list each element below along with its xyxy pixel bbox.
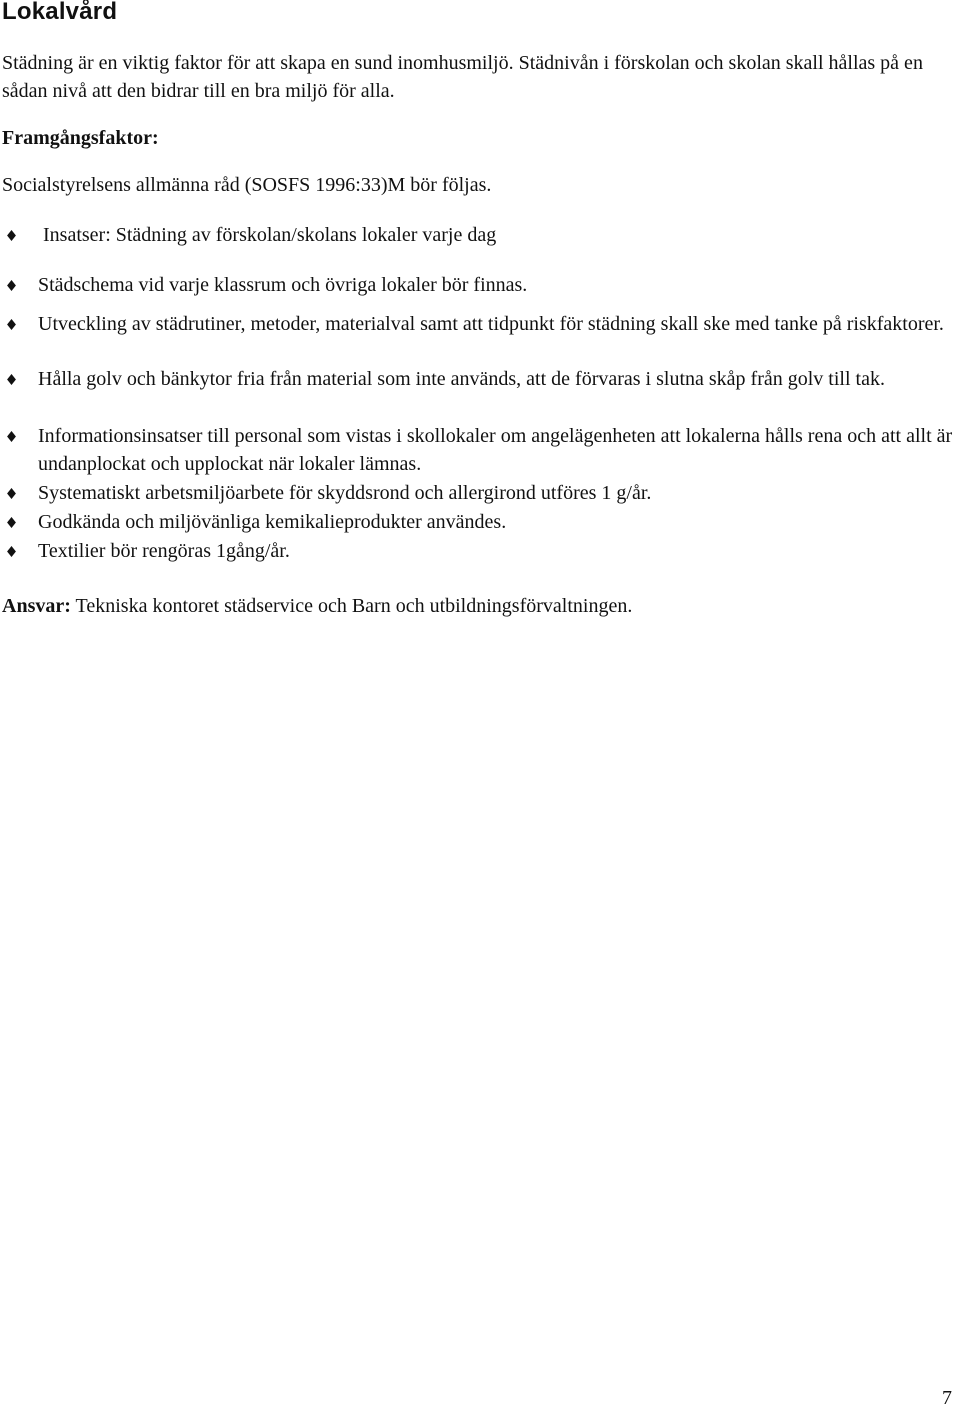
diamond-bullet-icon [6, 517, 17, 528]
list-item-text: Systematiskt arbetsmiljöarbete för skyddsrond och allergirond utföres 1 g/år. [38, 482, 652, 504]
diamond-bullet-icon [6, 230, 17, 241]
success-factors-heading: Framgångsfaktor: [2, 127, 159, 149]
list-item-text: Insatser: Städning av förskolan/skolans lokaler varje dag [43, 224, 497, 246]
diamond-bullet-icon [6, 431, 17, 442]
responsible-label: Ansvar: [2, 595, 71, 617]
diamond-bullet-icon [6, 280, 17, 291]
page-title: Lokalvård [2, 0, 118, 25]
diamond-bullet-icon [6, 546, 17, 557]
guideline-text: Socialstyrelsens allmänna råd (SOSFS 1996:33)M bör följas. [2, 174, 492, 196]
intro-paragraph: Städning är en viktig faktor för att skapa en sund inomhusmiljö. Städnivån i förskolan och skolan skall hållas på en sådan nivå att den bidrar till en bra miljö för alla. [2, 52, 923, 102]
list-item-text: Städschema vid varje klassrum och övriga lokaler bör finnas. [38, 274, 528, 296]
diamond-bullet-icon [6, 374, 17, 385]
diamond-bullet-icon [6, 319, 17, 330]
list-item-text: Textilier bör rengöras 1gång/år. [38, 540, 290, 562]
list-item-text: Utveckling av städrutiner, metoder, materialval samt att tidpunkt för städning skall ske med tanke på riskfaktorer. [38, 313, 944, 335]
responsible-line [2, 592, 632, 620]
list-item-text: Hålla golv och bänkytor fria från material som inte används, att de förvaras i slutna skåp från golv till tak. [38, 368, 885, 390]
diamond-bullet-icon [6, 488, 17, 499]
list-item-text: Godkända och miljövänliga kemikalieprodukter användes. [38, 511, 507, 533]
responsible-text: Tekniska kontoret städservice och Barn och utbildningsförvaltningen. [70, 595, 633, 617]
list-item-text: Informationsinsatser till personal som vistas i skollokaler om angelägenheten att lokalerna hålls rena och att allt är undanplockat och upplockat när lokaler lämnas. [38, 425, 953, 475]
page-number: 7 [942, 1387, 952, 1409]
